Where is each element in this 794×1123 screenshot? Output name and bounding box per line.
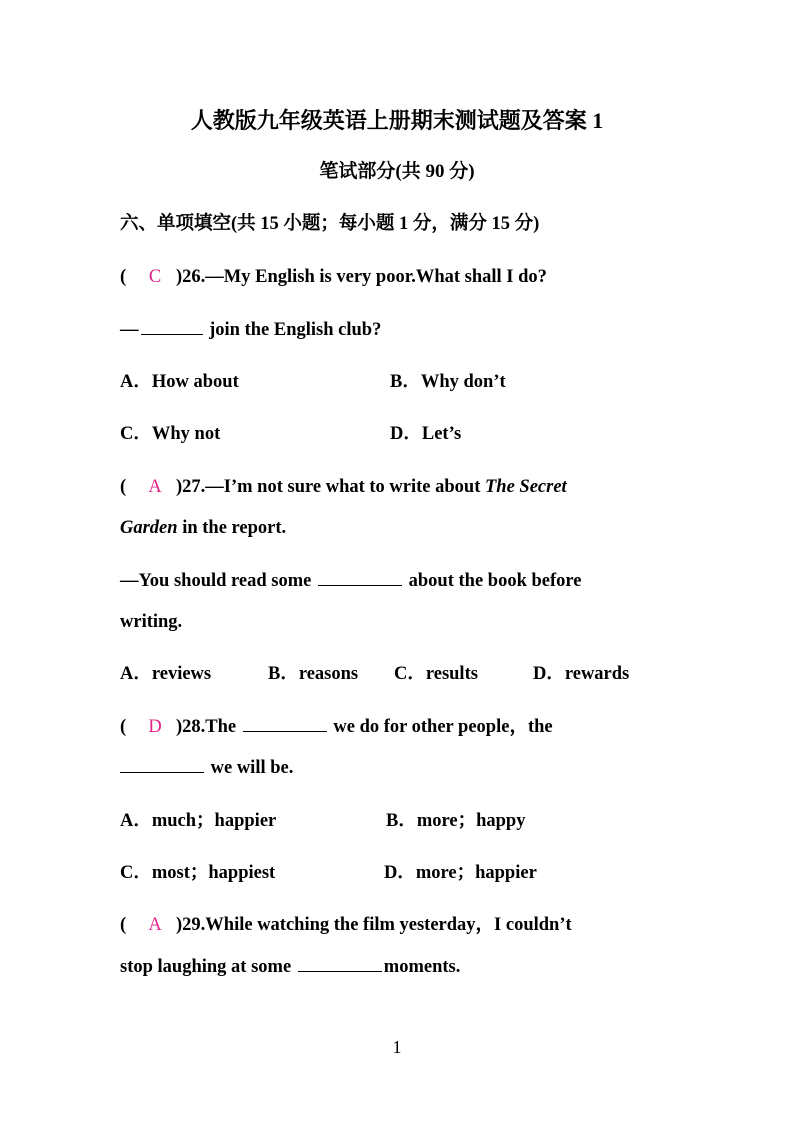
q27-line3-post: about the book before [404,571,582,591]
q27-book-title-cont: Garden [120,518,178,538]
section-subtitle: 笔试部分(共 90 分) [319,161,475,182]
q26-option-b: B．Why don’t [390,372,506,392]
q28-option-a: A．much；happier [120,811,277,831]
paren-open: ( [120,267,127,287]
question-29-line2 [120,955,460,979]
question-26-stem [120,265,547,289]
q29-line2-post: moments. [383,957,461,977]
question-27-line2 [120,516,286,540]
answer-27: A [148,477,162,497]
question-28-line2 [120,756,293,780]
q27-option-b: B．reasons [268,664,359,684]
q26-option-d: D．Let’s [390,424,462,444]
q28-stem-pre: )28.The [176,717,241,737]
q29-stem-text: )29.While watching the film yesterday，I couldn’t [176,915,572,935]
q27-stem-text: )27.—I’m not sure what to write about [176,477,485,497]
q28-line2-text: we will be. [206,758,294,778]
q26-option-a: A．How about [120,372,239,392]
q26-stem-text: )26.—My English is very poor.What shall I do? [176,267,547,287]
paren-open: ( [120,717,127,737]
answer-28: D [148,717,162,737]
question-29-stem [120,913,572,937]
question-26-line2 [120,318,381,342]
answer-26: C [148,267,162,287]
q26-line2-text: join the English club? [204,320,382,340]
q26-dash: — [120,320,139,340]
q26-option-c: C．Why not [120,424,221,444]
q27-book-title: The Secret [485,477,567,497]
section-heading: 六、单项填空(共 15 小题；每小题 1 分，满分 15 分) [120,214,540,234]
q28-option-c: C．most；happiest [120,863,276,883]
blank [243,715,327,732]
blank [141,318,203,335]
q27-option-a: A．reviews [120,664,212,684]
blank [318,569,402,586]
q28-option-b: B．more；happy [386,811,526,831]
blank [298,955,382,972]
question-27-line3 [120,569,582,593]
page-number: 1 [392,1037,402,1057]
paren-open: ( [120,477,127,497]
question-27-stem [120,475,567,499]
answer-29: A [148,915,162,935]
q29-line2-pre: stop laughing at some [120,957,296,977]
q27-line2-text: in the report. [177,518,287,538]
document-title: 人教版九年级英语上册期末测试题及答案 1 [190,108,604,133]
question-28-stem [120,715,553,739]
blank [120,756,204,773]
q28-option-d: D．more；happier [384,863,537,883]
q27-line3-pre: —You should read some [120,571,317,591]
question-27-line4: writing. [120,612,183,632]
q27-option-d: D．rewards [533,664,630,684]
q28-stem-post: we do for other people，the [328,717,553,737]
paren-open: ( [120,915,127,935]
q27-option-c: C．results [394,664,478,684]
